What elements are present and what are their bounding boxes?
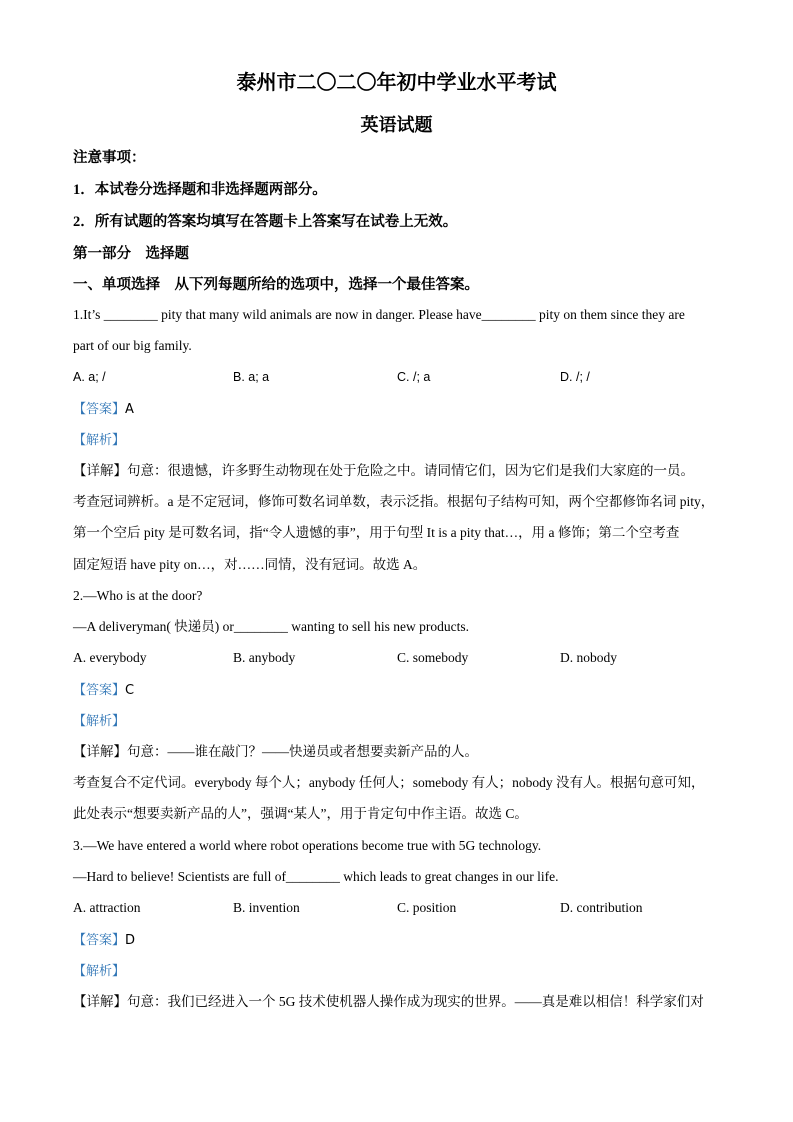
option-d: D. /; /	[560, 370, 590, 384]
option-a: A. attraction	[73, 900, 141, 915]
notice-item: 2．所有试题的答案均填写在答题卡上答案写在试卷上无效。	[73, 214, 458, 230]
detail-label: 【详解】	[73, 994, 127, 1009]
detail-label: 【详解】	[73, 463, 127, 478]
answer-label: 【答案】	[73, 933, 126, 948]
detail-text: 句意：——谁在敲门？——快递员或者想要卖新产品的人。	[127, 744, 478, 759]
analysis-label-text: 【解析】	[73, 964, 126, 979]
question-text: —Hard to believe! Scientists are full of________ which leads to great changes in our life.	[73, 869, 559, 884]
answer-label: 【答案】	[73, 683, 126, 698]
detail-text: 句意：很遗憾，许多野生动物现在处于危险之中。请同情它们，因为它们是我们大家庭的一员。	[127, 463, 694, 478]
question-text: 2.—Who is at the door?	[73, 588, 203, 603]
detail-line	[73, 462, 694, 480]
detail-text: 句意：我们已经进入一个 5G 技术使机器人操作成为现实的世界。——真是难以相信！科学家们对	[127, 994, 704, 1009]
option-c: C. position	[397, 900, 457, 915]
option-d: D. nobody	[560, 650, 617, 665]
detail-line	[73, 774, 704, 792]
option-d: D. contribution	[560, 900, 643, 915]
detail-line	[73, 493, 714, 511]
analysis-label-text: 【解析】	[73, 714, 126, 729]
answer-value: C	[125, 683, 135, 698]
section-heading: 一、单项选择 从下列每题所给的选项中，选择一个最佳答案。	[73, 277, 479, 293]
option-c: C. somebody	[397, 650, 469, 665]
answer-value: D	[125, 933, 136, 948]
detail-text: 考查复合不定代词。everybody 每个人；anybody 任何人；somebody 有人；nobody 没有人。根据句意可知，	[73, 775, 705, 790]
detail-line	[73, 743, 478, 761]
answer-value: A	[125, 402, 134, 417]
analysis-label-text: 【解析】	[73, 433, 126, 448]
answer-line	[73, 681, 134, 700]
detail-line	[73, 556, 426, 574]
detail-label: 【详解】	[73, 744, 127, 759]
answer-line	[73, 400, 134, 419]
option-a: A. a; /	[73, 370, 106, 384]
detail-line	[73, 524, 679, 542]
option-b: B. anybody	[233, 650, 296, 665]
exam-title: 泰州市二〇二〇年初中学业水平考试	[236, 72, 557, 94]
detail-text: 考查冠词辨析。a 是不定冠词，修饰可数名词单数，表示泛指。根据句子结构可知，两个空都修饰名词 pity，	[73, 494, 715, 509]
answer-line	[73, 931, 135, 950]
detail-text: 此处表示“想要卖新产品的人”，强调“某人”，用于肯定句中作主语。故选 C。	[73, 806, 528, 821]
part-heading: 第一部分 选择题	[73, 246, 189, 262]
analysis-label	[73, 431, 125, 450]
option-b: B. invention	[233, 900, 300, 915]
question-text: 1.It’s ________ pity that many wild animals are now in danger. Please have________ pity on them since they are	[73, 307, 685, 322]
exam-subtitle: 英语试题	[360, 115, 433, 135]
option-c: C. /; a	[397, 370, 431, 384]
option-b: B. a; a	[233, 370, 270, 384]
analysis-label	[73, 712, 125, 731]
detail-line	[73, 993, 704, 1011]
detail-line	[73, 805, 528, 823]
notice-item: 1．本试卷分选择题和非选择题两部分。	[73, 182, 327, 198]
question-text: part of our big family.	[73, 338, 192, 353]
question-text: 3.—We have entered a world where robot operations become true with 5G technology.	[73, 838, 542, 853]
detail-text: 固定短语 have pity on…，对……同情，没有冠词。故选 A。	[73, 557, 427, 572]
question-text: —A deliveryman( 快递员) or________ wanting to sell his new products.	[73, 619, 469, 634]
detail-text: 第一个空后 pity 是可数名词，指“令人遗憾的事”，用于句型 It is a pity that…，用 a 修饰；第二个空考查	[73, 525, 680, 540]
analysis-label	[73, 962, 125, 981]
notice-heading: 注意事项：	[73, 150, 146, 166]
answer-label: 【答案】	[73, 402, 126, 417]
option-a: A. everybody	[73, 650, 147, 665]
